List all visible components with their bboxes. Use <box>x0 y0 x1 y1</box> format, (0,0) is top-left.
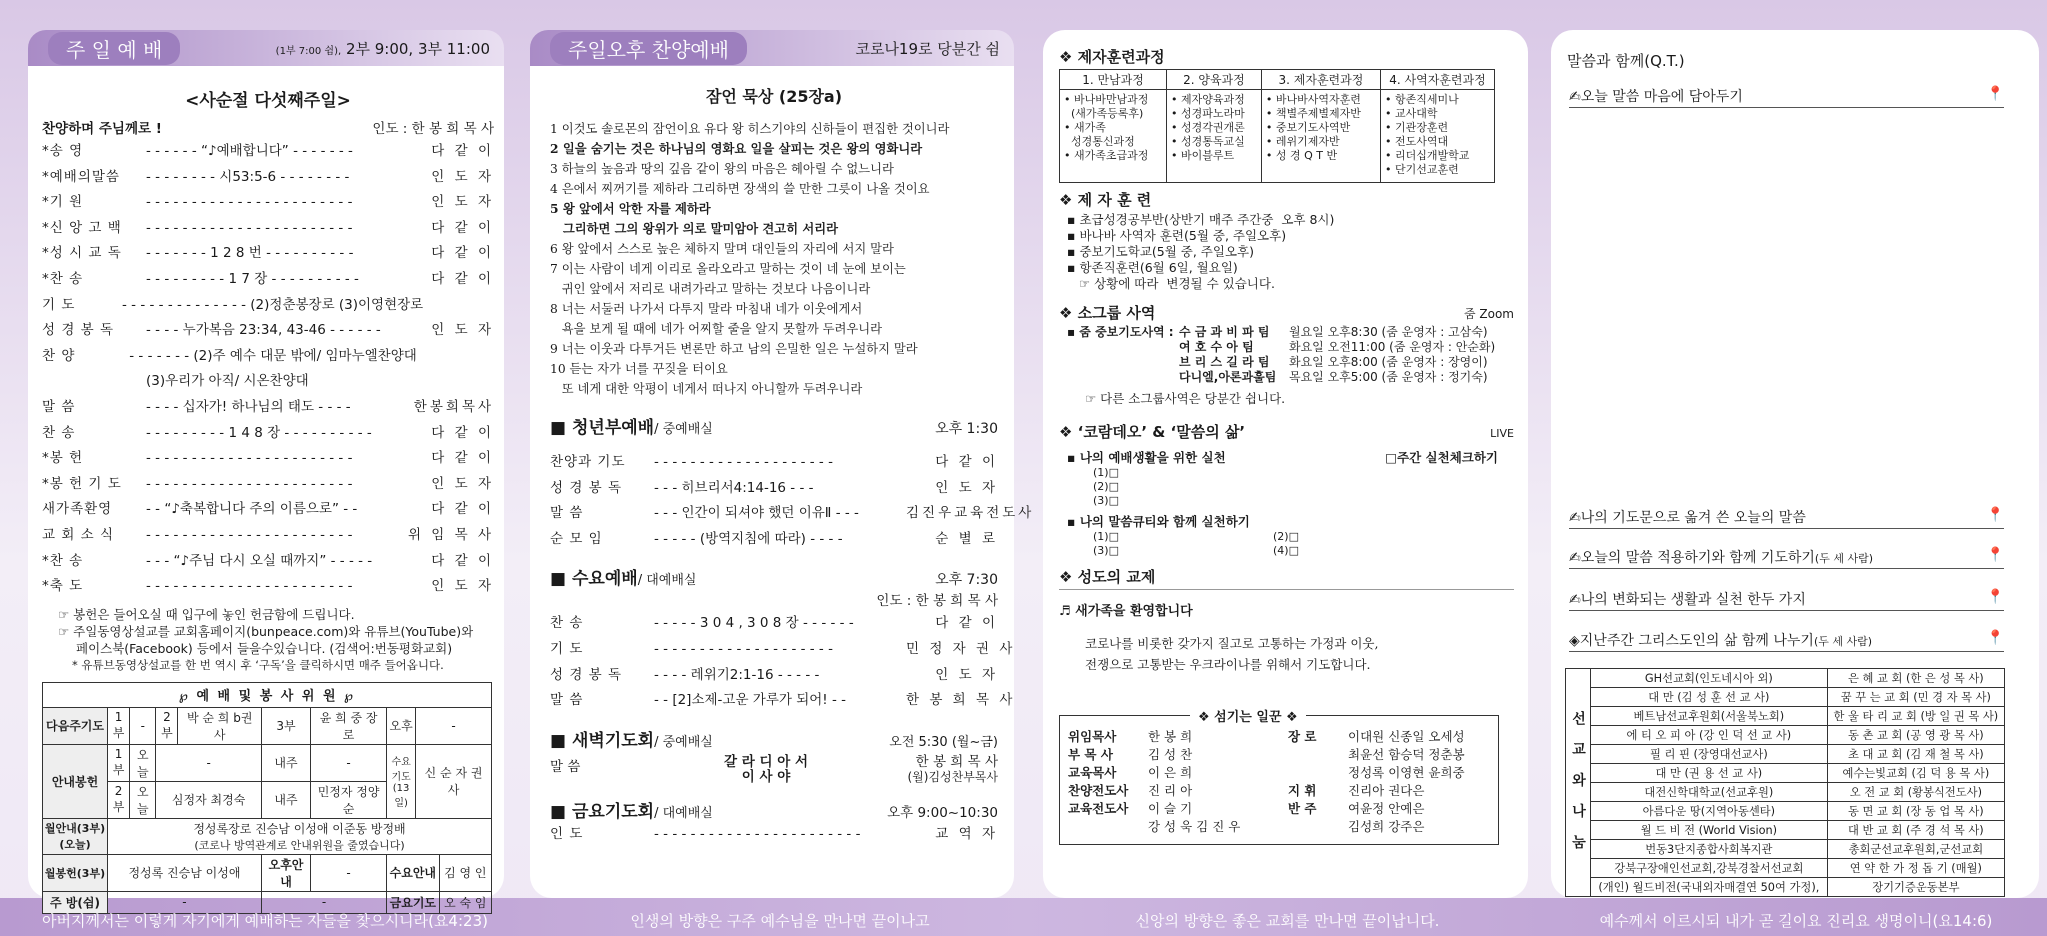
team-time: 목요일 오후5:00 (줌 운영자 : 정기숙) <box>1289 370 1488 384</box>
training-item: • 바나바사역자훈련 <box>1265 93 1361 106</box>
mission-right: 예수는빛교회 (김 덕 용 목 사) <box>1827 764 2004 783</box>
dawn-header: ■ 새벽기도회 / 중예배실 오전 5:30 (월~금) <box>550 730 998 751</box>
order-person: 다 같 이 <box>431 219 494 236</box>
team-time: 월요일 오후8:30 (줌 운영자 : 고삼숙) <box>1289 325 1488 339</box>
verse-line: 6 왕 앞에서 스스로 높은 체하지 말며 대인들의 자리에 서지 말라 <box>550 242 894 256</box>
verse-line: 욕을 보게 될 때에 네가 어찌할 줄을 알지 못할까 두려우니라 <box>550 322 882 336</box>
order-person: 다 같 이 <box>935 615 998 632</box>
mission-left: 강북구장애인선교회,강북경찰서선교회 <box>1591 859 1828 878</box>
order-item: *찬 송 <box>42 552 84 569</box>
order-person: 인 도 자 <box>431 475 494 492</box>
service-times: (1부 7:00 쉼), 2부 9:00, 3부 11:00 <box>275 39 490 58</box>
training-item: 성경통신과정 <box>1064 135 1135 148</box>
smallgroup-title: ❖ 소그룹 사역 <box>1059 304 1156 322</box>
order-row <box>42 574 494 600</box>
order-row <box>42 318 494 344</box>
sunday-worship-title: 주 일 예 배 <box>48 32 180 65</box>
order-content: - - - - - - - 1 2 8 번 - - - - - - - - - - <box>146 245 354 262</box>
discipleship-title: ❖ 제 자 훈 련 <box>1059 191 1152 209</box>
team-name: 브 리 스 길 라 팀 <box>1179 355 1270 369</box>
servant-role <box>1068 818 1148 836</box>
discipleship-item: ▪ 바나바 사역자 훈련(5월 중, 주일오후) <box>1067 228 1287 243</box>
training-item: • 항존직세미나 <box>1385 93 1459 106</box>
training-item: • 성경통독교실 <box>1171 135 1245 148</box>
order-person: 다 같 이 <box>431 245 494 262</box>
order-row <box>550 688 1016 714</box>
order-person: 인 도 자 <box>935 666 998 683</box>
order-person: 다 같 이 <box>431 424 494 441</box>
servant-row <box>1068 782 1498 800</box>
order-item: *봉 헌 <box>42 450 84 467</box>
training-item: • 제자양육과정 <box>1171 93 1245 106</box>
training-item: (새가족등록후) <box>1064 107 1144 120</box>
mission-right: 은 혜 교 회 (한 은 성 목 사) <box>1827 669 2004 688</box>
order-row <box>42 344 494 370</box>
verse-line: 5 왕 앞에서 악한 자를 제하라 <box>550 201 711 216</box>
servant-row <box>1068 800 1498 818</box>
team-name: 수 금 과 비 파 팀 <box>1179 325 1270 339</box>
smallgroup-list <box>1059 325 1514 385</box>
training-item: • 새가족 <box>1064 121 1106 134</box>
footer-1: 아버지께서는 이렇게 자기에게 예배하는 자들을 찾으시니라(요4:23) <box>42 911 488 930</box>
servant-role: 위임목사 <box>1068 729 1117 744</box>
order-content: - - - - - - - - - - - - - - - - - - - - - - - <box>146 194 353 211</box>
practice-a: ▪ 나의 예배생활을 위한 실천 □주간 실천체크하기 <box>1067 450 1498 465</box>
order-item: 성 경 봉 독 <box>42 322 115 339</box>
verse-line: 4 은에서 찌꺼기를 제하라 그리하면 장색의 쓸 만한 그릇이 나올 것이요 <box>550 182 930 196</box>
checkbox-3[interactable]: (3)□ <box>1093 494 1119 507</box>
smallgroup-row <box>1067 355 1514 370</box>
servant-names: 정성록 이영현 윤희중 <box>1348 765 1465 780</box>
discipleship-item: ☞ 상황에 따라 변경될 수 있습니다. <box>1067 276 1275 291</box>
training-item: • 책별주제별제자반 <box>1265 107 1361 120</box>
verse-line: 7 이는 사람이 네게 이리로 올라오라고 말하는 것이 네 눈에 보이는 <box>550 262 906 276</box>
servant-role2: 반 주 <box>1288 801 1317 816</box>
friday-order: 인 도 - - - - - - - - - - - - - - - - - - - - - - - 교 역 자 <box>550 825 998 842</box>
footer-3: 신앙의 방향은 좋은 교회를 만나면 끝이납니다. <box>1135 911 1440 930</box>
training-head: 3. 제자훈련과정 <box>1261 70 1380 90</box>
discipleship-item: ▪ 초급성경공부반(상반기 매주 주간중 오후 8시) <box>1067 212 1335 227</box>
order-item: *찬 송 <box>42 270 84 287</box>
panel-qt <box>1551 30 2039 898</box>
order-row <box>550 663 998 689</box>
order-content: - - - - 십자가! 하나님의 태도 - - - - <box>146 398 351 415</box>
training-title: ❖ 제자훈련과정 <box>1059 48 1165 66</box>
checkbox-b2[interactable]: (2)□ <box>1273 530 1299 543</box>
proverbs-verses <box>550 119 998 399</box>
servant-names: 최윤선 함승덕 정춘봉 <box>1348 747 1465 762</box>
order-item: *신 앙 고 백 <box>42 219 122 236</box>
order-content: - - - - - - - - - - - - - - - - - - - - <box>654 454 833 470</box>
order-person: 한봉희목사 <box>413 398 494 415</box>
training-item: • 단기선교훈련 <box>1385 163 1459 176</box>
order-person: 인 도 자 <box>935 479 998 496</box>
training-item: • 성경각권개론 <box>1171 121 1245 134</box>
verse-line: 10 듣는 자가 너를 꾸짖을 터이요 <box>550 362 728 376</box>
mission-right: 한 울 타 리 교 회 (방 일 권 목 사) <box>1827 707 2004 726</box>
order-content: - - - “♪주님 다시 오실 때까지” - - - - - <box>146 552 373 569</box>
verse-line: 9 너는 이웃과 다투거든 변론만 하고 남의 은밀한 일은 누설하지 말라 <box>550 342 918 356</box>
order-row <box>550 450 998 476</box>
discipleship-item: ▪ 중보기도학교(5월 중, 주일오후) <box>1067 244 1254 259</box>
fellowship-text: 코로나를 비롯한 갖가지 질고로 고통하는 가정과 이웃, 전쟁으로 고통받는 우크라이나를 위해서 기도합니다. <box>1085 636 1379 672</box>
call-to-worship: 찬양하며 주님께로 ! <box>42 121 162 137</box>
mission-left: 대 만 (권 용 선 교 사) <box>1591 764 1828 783</box>
panel-afternoon-worship: 주일오후 찬양예배 코로나19로 당분간 쉼 잠언 묵상 (25장a) 1 이것도 솔로몬의 잠언이요 유다 왕 히스기야의 신하들이 편집한 것이니라 2 일을 숨기는 것은 하나님의 영화요 일을 살피는 것은 왕의 영화니라 3 하늘의 높음과 땅의 깊음 같이 왕의 마음은 헤아릴 수 없느니라 4 은에서 찌꺼기를 제하라 그리하면 장색의 쓸 만한 그릇이 나올 것이요 5 왕 앞에서 악한 자를 제하라 그리하면 그의 왕위가 의로 말미암아 견고히 서리라 6 왕 앞에서 스스로 높은 체하지 말며 대인들의 자리에 서지 말라 7 이는 사람이 네게 이리로 올라오라고 말하는 것이 네 눈에 보이는 귀인 앞에서 저리로 내려가라고 말하는 것보다 나음이니라 8 너는 서둘러 나가서 다투지 말라 마침내 네가 이웃에게서 욕을 보게 될 때에 네가 어찌할 줄을 알지 못할까 두려우니라 9 너는 이웃과 다투거든 변론만 하고 남의 은밀한 일은 누설하지 말라 10 듣는 자가 너를 꾸짖을 터이요 또 네게 대한 악평이 네게서 떠나지 아니할까 두려우니라 ■ 청년부예배 / 중예배실 오후 1:30 찬양과 기도 - - - - - - - - - - - - - - - - - - - - 다 같 이 성 경 봉 독 - - - 히브리서4:14-16 - - - 인 도 자 말 씀 - - - 인간이 되셔야 했던 이유Ⅱ - - - 김진우교육전도사 순 모 임 - - - - - (방역지침에 따라) - - - - 순 별 로 ■ 수요예배 / 대예배실 오후 7:30 인도 : 한 봉 희 목 사 찬 송 - - - - - 3 0 4 , 3 0 8 장 - - - - - - 다 같 이 기 도 - - - - - - - - - - - - - - - - - - - - 민 정 자 권 사 성 경 봉 독 - - - - 레위기2:1-16 - - - - - 인 도 자 말 씀 - - [2]소제-고운 가루가 되어! - - 한 봉 희 목 사 ■ 새벽기도회 / 중예배실 오전 5:30 (월~금) 말 씀 갈 라 디 아 서 이 사 야 한 봉 희 목 사 (월)김성찬부목사 ■ 금요기도회 / 대예배실 오후 9:00~10:30 인 도 - - - - - - - - - - - - - - - - - - - - - - - 교 역 자 <box>530 30 1014 898</box>
mission-left: 대 만 (김 성 훈 선 교 사) <box>1591 688 1828 707</box>
order-row <box>42 523 494 549</box>
training-col <box>1167 90 1262 183</box>
discipleship-list <box>1059 212 1514 292</box>
mission-left: 월 드 비 전 (World Vision) <box>1591 821 1828 840</box>
verse-line: 2 일을 숨기는 것은 하나님의 영화요 일을 살피는 것은 왕의 영화니라 <box>550 141 923 156</box>
smallgroup-row <box>1067 340 1514 355</box>
verse-line: 3 하늘의 높음과 땅의 깊음 같이 왕의 마음은 헤아릴 수 없느니라 <box>550 162 894 176</box>
order-item: 찬 양 <box>42 347 76 364</box>
wednesday-order <box>550 611 1016 713</box>
training-item: • 기관장훈련 <box>1385 121 1449 134</box>
mission-right: 총회군선교후원회,군선교회 <box>1827 840 2004 859</box>
mission-right: 꿈 꾸 는 교 회 (민 경 자 목 사) <box>1827 688 2004 707</box>
servant-name: 진 리 아 <box>1148 783 1193 798</box>
order-row <box>42 446 494 472</box>
footer-4: 예수께서 이르시되 내가 곧 길이요 진리요 생명이니(요14:6) <box>1599 911 1993 930</box>
order-content: - - - - - - - - 시53:5-6 - - - - - - - - <box>146 168 350 185</box>
coramdeo-title: ❖ ‘코람데오’ & ‘말씀의 삶’ <box>1059 423 1246 441</box>
order-row <box>42 267 494 293</box>
servant-role2 <box>1288 764 1348 782</box>
youth-header: ■ 청년부예배 / 중예배실 오후 1:30 <box>550 418 998 438</box>
servant-row <box>1068 728 1498 746</box>
order-row <box>42 216 494 242</box>
training-item: • 전도사역대 <box>1385 135 1449 148</box>
order-content: - - - - - - - (2)주 예수 대문 밖에/ 임마누엘찬양대 <box>129 347 417 364</box>
servant-name: 이 은 희 <box>1148 765 1193 780</box>
order-person: 위 임 목 사 <box>407 526 494 543</box>
team-time: 화요일 오후8:00 (줌 운영자 : 장영이) <box>1289 355 1488 369</box>
checkbox-b1[interactable]: (1)□ <box>1093 530 1119 543</box>
servant-names: 김성희 강주은 <box>1348 819 1425 834</box>
order-person: 인 도 자 <box>431 194 494 211</box>
mission-table <box>1565 668 2005 897</box>
leader: 인도 : 한 봉 희 목 사 <box>372 121 494 137</box>
order-content: - - - - - 3 0 4 , 3 0 8 장 - - - - - - <box>654 615 854 632</box>
servant-names: 여윤정 안예은 <box>1348 801 1425 816</box>
servant-row <box>1068 746 1498 764</box>
order-content: - - - - - (방역지침에 따라) - - - - <box>654 530 843 547</box>
panel-sunday-worship <box>28 30 504 910</box>
order-item: 순 모 임 <box>550 530 603 547</box>
order-row <box>42 472 494 498</box>
order-item: 찬 송 <box>42 424 76 441</box>
training-item: • 성 경 Q T 반 <box>1265 149 1338 162</box>
servant-row <box>1068 818 1498 836</box>
order-content: - - “♪축복합니다 주의 이름으로” - - <box>146 501 358 518</box>
verse-line: 귀인 앞에서 저리로 내려가라고 말하는 것보다 나음이니라 <box>550 282 871 296</box>
checkbox-b3[interactable]: (3)□ <box>1093 544 1119 557</box>
order-content: - - - - - - - - - 1 7 장 - - - - - - - - - - <box>146 270 359 287</box>
order-item: *기 원 <box>42 194 84 211</box>
servant-name: 김 성 찬 <box>1148 747 1193 762</box>
team-time: 화요일 오전11:00 (줌 운영자 : 안순화) <box>1289 340 1496 354</box>
order-person: 다 같 이 <box>431 552 494 569</box>
smallgroup-row: ▪ 줌 중보기도사역 : 수 금 과 비 파 팀 월요일 오후8:30 (줌 운영자 : 고삼숙) <box>1067 325 1488 339</box>
qt-line-5: ◈지난주간 그리스도인의 삶 함께 나누기(두 세 사람) 📍 <box>1569 630 2004 652</box>
training-table <box>1059 69 1495 183</box>
notices: ☞ 봉헌은 들어오실 때 입구에 놓인 헌금함에 드립니다. ☞ 주일동영상설교를 교회홈페이지(bunpeace.com)와 유튜브(YouTube)와 페이스북(Facebook) 등에서 들을수있습니다. (검색어:번동평화교회) * 유튜브동영상설교를 한 번 역시 후 ‘구독’을 클릭하시면 매주 들어옵니다. <box>58 606 474 672</box>
order-person: 한 봉 희 목 사 <box>906 692 1016 709</box>
servant-role2 <box>1288 818 1348 836</box>
sermon-series-title: <사순절 다섯째주일> <box>185 91 351 111</box>
order-item: 말 씀 <box>42 398 76 415</box>
order-row <box>42 497 494 523</box>
practice-b: ▪ 나의 말씀큐티와 함께 실천하기 <box>1067 514 1250 529</box>
order-row <box>42 369 494 395</box>
training-item: • 새가족초급과정 <box>1064 149 1149 162</box>
servant-role2: 장 로 <box>1288 729 1317 744</box>
qt-line-1: ✍오늘 말씀 마음에 담아두기 📍 <box>1569 86 2004 108</box>
servant-role: 교육목사 <box>1068 765 1117 780</box>
training-head: 2. 양육과정 <box>1167 70 1262 90</box>
order-content: - - - - - - - - - 1 4 8 장 - - - - - - - - - - <box>146 424 372 441</box>
mission-right: 오 전 교 회 (황봉식전도사) <box>1827 783 2004 802</box>
mission-right: 동 촌 교 회 (공 영 광 목 사) <box>1827 726 2004 745</box>
mission-right: 연 약 한 가 정 돕 기 (매월) <box>1827 859 2004 878</box>
order-item: 새가족환영 <box>42 501 113 518</box>
order-content: - - - - - - - - - - - - - - - - - - - - - - - <box>146 219 353 236</box>
training-head: 4. 사역자훈련과정 <box>1381 70 1495 90</box>
mission-left: 에 티 오 피 아 (강 인 덕 선 교 사) <box>1591 726 1828 745</box>
servant-name: 한 봉 희 <box>1148 729 1193 744</box>
order-row <box>42 395 494 421</box>
order-item: 성 경 봉 독 <box>550 666 623 683</box>
servant-role: 찬양전도사 <box>1068 783 1129 798</box>
order-content: - - - - - - - - - - - - - - - - - - - - - - - <box>146 450 353 467</box>
mission-left: (개인) 월드비전(국내외자매결연 50여 가정), <box>1591 878 1828 897</box>
servant-row <box>1068 764 1498 782</box>
order-row <box>550 611 998 637</box>
order-row <box>42 549 494 575</box>
order-item: 말 씀 <box>550 505 584 522</box>
order-item: 찬양과 기도 <box>550 454 626 470</box>
order-row <box>42 165 494 191</box>
training-col <box>1381 90 1495 183</box>
order-content: - - - - - - - - - - - - - - - - - - - - <box>654 640 833 657</box>
smallgroup-row <box>1067 370 1514 385</box>
verse-line: 1 이것도 솔로몬의 잠언이요 유다 왕 히스기야의 신하들이 편집한 것이니라 <box>550 122 950 136</box>
training-item: • 중보기도사역반 <box>1265 121 1351 134</box>
mission-left: 대전신학대학교(선교후원) <box>1591 783 1828 802</box>
training-col <box>1060 90 1167 183</box>
order-row <box>550 476 998 502</box>
servant-names: 이대원 신종일 오세성 <box>1348 729 1465 744</box>
mission-right: 장기기증운동본부 <box>1827 878 2004 897</box>
order-content: - - - - - - - - - - - - - - (2)정춘봉장로 (3)이영현장로 <box>122 296 424 313</box>
order-content: - - - - - - “♪예배합니다” - - - - - - - <box>146 143 353 159</box>
mission-right: 동 면 교 회 (장 동 업 목 사) <box>1827 802 2004 821</box>
training-col <box>1261 90 1380 183</box>
order-row <box>550 527 998 553</box>
servant-names: 진리아 권다은 <box>1348 783 1425 798</box>
order-person: 인 도 자 <box>431 168 494 185</box>
duty-table: ℘ 예 배 및 봉 사 위 원 ℘ 다음주기도 1부 - 2부 박 순 희 b권 사 3부 윤 희 중 장 로 오후 - 안내봉헌 1부 오늘 - 내주 - 수요기도(13일) 신 순 자 권 사 2부 오늘 심정자 최경숙 내주 민정자 정양순 월안내(3부)(오늘) 정성록장로 진승남 이성애 이준동 방정배 (코로나 방역관계로 안내위원을 줄였습니다) 월봉헌(3부) 정성록 진승남 이성애 오후안내 - 수요안내 김 영 인 주 방(쉼) - - 금요기도 오 숙 임 <box>42 682 492 914</box>
order-content: - - - - 레위기2:1-16 - - - - - <box>654 666 820 683</box>
training-item: • 교사대학 <box>1385 107 1438 120</box>
order-item: 기 도 <box>550 640 584 657</box>
order-item: *성 시 교 독 <box>42 245 122 262</box>
order-person: 인 도 자 <box>431 578 494 595</box>
order-item: *송 영 <box>42 143 84 159</box>
order-content: (3)우리가 아직/ 시온찬양대 <box>146 373 309 390</box>
panel-discipleship: ❖ 제자훈련과정 1. 만남과정 2. 양육과정 3. 제자훈련과정 4. 사역자훈련과정 • 바나바만남과정 (새가족등록후) • 새가족 성경통신과정 • 새가족초급과정 • 제자양육과정 • 성경파노라마 • 성경각권개론 • 성경통독교실 • 바이블루트 • 바나바사역자훈련 • 책별주제별제자반 • 중보기도사역반 • 레위기제자반 • 성 경 Q T 반 • 항존직세미나 • 교사대학 • 기관장훈련 • 전도사역대 • 리더십개발학교 • 단기선교훈련 ❖ 제 자 훈 련 ▪ 초급성경공부반(상반기 매주 주간중 오후 8시) ▪ 바나바 사역자 훈련(5월 중, 주일오후) ▪ 중보기도학교(5월 중, 주일오후) ▪ 항존직훈련(6월 6일, 월요일) ☞ 상황에 따라 변경될 수 있습니다. ❖ 소그룹 사역 줌 Zoom ▪ 줌 중보기도사역 : 수 금 과 비 파 팀 월요일 오후8:30 (줌 운영자 : 고삼숙) 여 호 수 아 팀 화요일 오전11:00 (줌 운영자 : 안순화) 브 리 스 길 라 팀 화요일 오후8:00 (줌 운영자 : 장영이) 다니엘,아론과훌팀 목요일 오후5:00 (줌 운영자 : 정기숙) ☞ 다른 소그룹사역은 당분간 쉽니다. ❖ ‘코람데오’ & ‘말씀의 삶’ LIVE ▪ 나의 예배생활을 위한 실천 □주간 실천체크하기 (1)□ (2)□ (3)□ ▪ 나의 말씀큐티와 함께 실천하기 (1)□ (2)□ (3)□ (4)□ ❖ 성도의 교제 ♬ 새가족을 환영합니다 코로나를 비롯한 갖가지 질고로 고통하는 가정과 이웃, 전쟁으로 고통받는 우크라이나를 위해서 기도합니다. ❖ 섬기는 일꾼 ❖ 위임목사 한 봉 희 장 로 이대원 신종일 오세성 부 목 사 김 성 찬 최윤선 함승덕 정춘봉 교육목사 이 은 희 정성록 이영현 윤희중 찬양전도사 진 리 아 지 휘 진리아 권다은 교육전도사 이 슬 기 반 주 여윤정 안예은 강 성 욱 김 진 우 김성희 강주은 <box>1043 30 1528 898</box>
order-content: - - - 히브리서4:14-16 - - - <box>654 479 814 496</box>
servant-role: 교육전도사 <box>1068 801 1129 816</box>
order-item: 말 씀 <box>550 692 584 709</box>
order-item: 기 도 <box>42 296 76 313</box>
order-row <box>42 241 494 267</box>
training-item: • 리더십개발학교 <box>1385 149 1470 162</box>
friday-header: ■ 금요기도회 / 대예배실 오후 9:00~10:30 <box>550 801 998 822</box>
servant-name: 강 성 욱 김 진 우 <box>1148 819 1241 834</box>
order-item: 교 회 소 식 <box>42 526 115 543</box>
order-person: 다 같 이 <box>431 450 494 467</box>
footer-2: 인생의 방향은 구주 예수님을 만나면 끝이나고 <box>630 911 930 930</box>
servant-role2 <box>1288 746 1348 764</box>
team-name: 여 호 수 아 팀 <box>1179 340 1254 354</box>
checkbox-1[interactable]: (1)□ <box>1093 466 1119 479</box>
fellowship-title: ❖ 성도의 교제 <box>1059 568 1156 586</box>
training-item: • 바나바만남과정 <box>1064 93 1149 106</box>
order-item: 성 경 봉 독 <box>550 479 623 496</box>
order-row <box>42 139 494 165</box>
training-head: 1. 만남과정 <box>1060 70 1167 90</box>
training-item: • 바이블루트 <box>1171 149 1235 162</box>
qt-line-2: ✍나의 기도문으로 옮겨 쓴 오늘의 말씀 📍 <box>1569 507 2004 529</box>
training-item: • 성경파노라마 <box>1171 107 1245 120</box>
order-content: - - - 인간이 되셔야 했던 이유Ⅱ - - - <box>654 505 859 522</box>
mission-right: 초 대 교 회 (김 재 철 목 사) <box>1827 745 2004 764</box>
servant-name: 이 슬 기 <box>1148 801 1193 816</box>
order-item: 찬 송 <box>550 615 584 632</box>
order-row <box>42 421 494 447</box>
checkbox-2[interactable]: (2)□ <box>1093 480 1119 493</box>
checkbox-b4[interactable]: (4)□ <box>1273 544 1299 557</box>
order-content: - - [2]소제-고운 가루가 되어! - - <box>654 692 847 709</box>
order-person: 다 같 이 <box>431 501 494 518</box>
qt-line-4: ✍나의 변화되는 생활과 실천 한두 가지 📍 <box>1569 589 2004 611</box>
order-of-worship <box>42 139 494 600</box>
order-row <box>42 190 494 216</box>
training-item: • 레위기제자반 <box>1265 135 1340 148</box>
order-row <box>550 501 1035 527</box>
verse-line: 8 너는 서둘러 나가서 다투지 말라 마침내 네가 이웃에게서 <box>550 302 863 316</box>
order-content: - - - - - - - - - - - - - - - - - - - - - - - <box>146 526 353 543</box>
order-content: - - - - - - - - - - - - - - - - - - - - - - - <box>146 475 353 492</box>
meditation-title: 잠언 묵상 (25장a) <box>705 87 843 106</box>
mission-left: 번동3단지종합사회복지관 <box>1591 840 1828 859</box>
wednesday-header: ■ 수요예배 / 대예배실 오후 7:30 <box>550 569 998 590</box>
order-person: 순 별 로 <box>935 530 998 547</box>
order-person: 다 같 이 <box>431 270 494 287</box>
qt-title: 말씀과 함께(Q.T.) <box>1567 52 1685 70</box>
order-item: *예배의말씀 <box>42 168 120 185</box>
discipleship-item: ▪ 항존직훈련(6월 6일, 월요일) <box>1067 260 1238 275</box>
youth-order <box>550 450 1035 552</box>
order-item: *축 도 <box>42 578 84 595</box>
team-name: 다니엘,아론과훌팀 <box>1179 370 1277 384</box>
verse-line: 그리하면 그의 왕위가 의로 말미암아 견고히 서리라 <box>550 221 838 236</box>
mission-left: 베트남선교후원회(서울북노회) <box>1591 707 1828 726</box>
order-content: - - - - - - - - - - - - - - - - - - - - - - - <box>146 578 353 595</box>
order-person: 다 같 이 <box>431 143 494 159</box>
servant-role: 부 목 사 <box>1068 747 1113 762</box>
mission-label: 선 교 와 나 눔 <box>1566 669 1591 897</box>
mission-left: 필 리 핀 (장영대선교사) <box>1591 745 1828 764</box>
qt-line-3: ✍오늘의 말씀 적용하기와 함께 기도하기(두 세 사람) 📍 <box>1569 547 2004 569</box>
order-person: 인 도 자 <box>431 322 494 339</box>
dawn-order: 말 씀 갈 라 디 아 서 이 사 야 한 봉 희 목 사 (월)김성찬부목사 <box>550 753 998 785</box>
sunday-worship-header <box>28 30 504 66</box>
order-row <box>42 293 494 319</box>
verse-line: 또 네게 대한 악평이 네게서 떠나지 아니할까 두려우니라 <box>550 382 863 396</box>
servants-box: ❖ 섬기는 일꾼 ❖ 위임목사 한 봉 희 장 로 이대원 신종일 오세성 부 목 사 김 성 찬 최윤선 함승덕 정춘봉 교육목사 이 은 희 정성록 이영현 윤희중 찬양전도사 진 리 아 지 휘 진리아 권다은 교육전도사 이 슬 기 반 주 여윤정 안예은 강 성 욱 김 진 우 김성희 강주은 <box>1059 715 1499 845</box>
order-person: 김진우교육전도사 <box>906 505 1035 522</box>
mission-left: 아름다운 땅(지역아동센타) <box>1591 802 1828 821</box>
order-item: *봉 헌 기 도 <box>42 475 122 492</box>
mission-left: GH선교회(인도네시아 외) <box>1591 669 1828 688</box>
order-row <box>550 637 1016 663</box>
servant-role2: 지 휘 <box>1288 783 1317 798</box>
mission-right: 대 반 교 회 (주 경 석 목 사) <box>1827 821 2004 840</box>
order-person: 다 같 이 <box>935 454 998 470</box>
afternoon-worship-header: 주일오후 찬양예배 코로나19로 당분간 쉼 <box>530 30 1014 66</box>
order-content: - - - - 누가복음 23:34, 43-46 - - - - - - <box>146 322 381 339</box>
order-person: 민 정 자 권 사 <box>906 640 1016 657</box>
